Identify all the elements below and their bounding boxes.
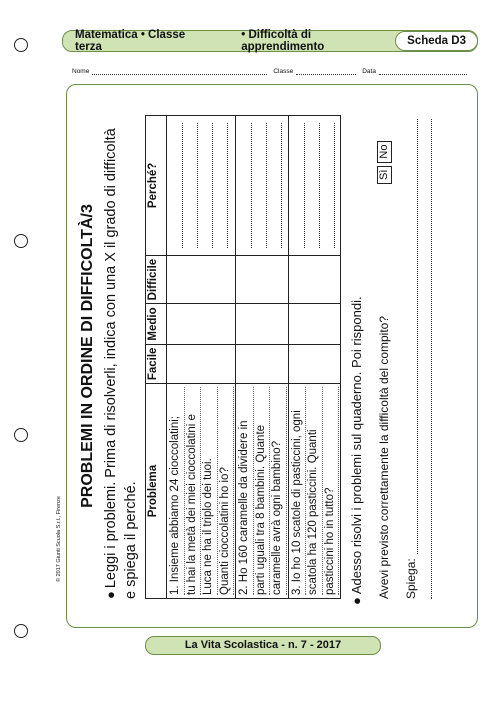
rotated-content	[67, 85, 477, 627]
class-field[interactable]	[296, 69, 356, 75]
name-label: Nome	[72, 68, 90, 75]
exercise-title: PROBLEMI IN ORDINE DI DIFFICOLTÀ/3	[79, 204, 96, 508]
class-label: Classe	[273, 68, 294, 75]
difficile-cell[interactable]	[288, 255, 341, 304]
perche-cell[interactable]	[288, 116, 341, 256]
topic-label: • Difficoltà di apprendimento	[241, 29, 325, 53]
header-medio: Medio	[146, 304, 167, 344]
problem-text: 1. Insieme abbiamo 24 cioccolatini; tu hai la metà dei miei cioccolatini e Luca ne ha il triplo dei tuoi. Quanti cioccolatini ho io?	[167, 384, 236, 599]
binder-hole	[14, 38, 28, 52]
explain-label: Spiega:	[404, 558, 418, 599]
problem-text: 3. Io ho 10 scatole di pasticcini, ogni scatola ha 120 pasticcini. Quanti pasticcini ho in tutto?	[288, 384, 341, 599]
yes-box[interactable]: Sì	[377, 166, 392, 184]
instruction-line-2: e spiega il perché.	[123, 481, 139, 599]
bullet-icon: ●	[103, 591, 118, 599]
medio-cell[interactable]	[236, 304, 289, 344]
difficulty-table	[145, 115, 341, 599]
difficile-cell[interactable]	[236, 255, 289, 304]
yes-no-boxes	[377, 138, 392, 184]
student-info-line	[72, 68, 476, 75]
name-field[interactable]	[92, 69, 267, 75]
bullet-icon: ●	[349, 597, 364, 605]
explain-row	[404, 119, 418, 599]
problem-text: 2. Ho 160 caramelle da dividere in parti uguali tra 8 bambini. Quante caramelle avrà ogni bambino?	[236, 384, 289, 599]
facile-cell[interactable]	[236, 344, 289, 384]
header-perche: Perché?	[146, 116, 167, 256]
facile-cell[interactable]	[288, 344, 341, 384]
header-bar	[62, 30, 478, 52]
date-field[interactable]	[379, 69, 467, 75]
header-difficile: Difficile	[146, 255, 167, 304]
footer-bar: La Vita Scolastica - n. 7 - 2017	[145, 636, 381, 655]
table-row	[288, 116, 341, 599]
difficile-cell[interactable]	[167, 255, 236, 304]
binder-hole	[14, 428, 28, 442]
prediction-question: Avevi previsto correttamente la difficoltà del compito?	[377, 315, 391, 599]
perche-cell[interactable]	[236, 116, 289, 256]
copyright-note: © 2017 Giunti Scuola S.r.l., Firenze	[56, 496, 62, 582]
facile-cell[interactable]	[167, 344, 236, 384]
exercise-frame	[66, 84, 478, 628]
binder-hole	[14, 234, 28, 248]
no-box[interactable]: No	[377, 141, 392, 163]
perche-cell[interactable]	[167, 116, 236, 256]
explain-line[interactable]	[407, 119, 418, 554]
medio-cell[interactable]	[167, 304, 236, 344]
instruction	[101, 128, 141, 599]
table-row	[167, 116, 236, 599]
sheet-badge: Scheda D3	[395, 31, 478, 51]
instruction-after: ●Adesso risolvi i problemi sul quaderno. Poi rispondi.	[349, 296, 364, 605]
header-facile: Facile	[146, 344, 167, 384]
medio-cell[interactable]	[288, 304, 341, 344]
header-problema: Problema	[146, 384, 167, 599]
date-label: Data	[362, 68, 376, 75]
subject-label: Matematica • Classe terza	[75, 29, 186, 53]
table-row	[236, 116, 289, 599]
instruction-line-1: Leggi i problemi. Prima di risolverli, indica con una X il grado di difficoltà	[103, 128, 119, 589]
binder-hole	[14, 624, 28, 638]
explain-line-2[interactable]	[431, 119, 432, 599]
